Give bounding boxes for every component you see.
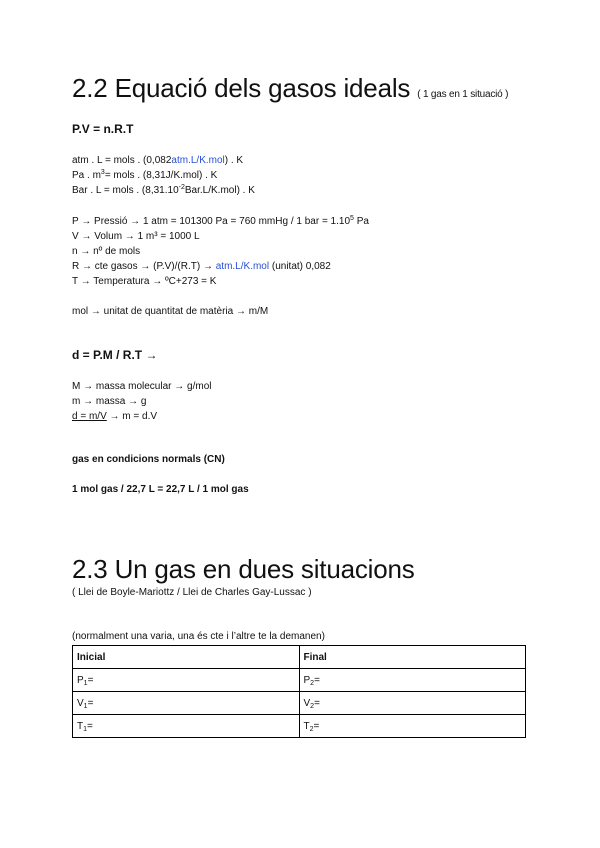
table-row bbox=[73, 715, 526, 738]
density-formula: d = P.M / R.T → bbox=[72, 348, 158, 362]
units-line-atm bbox=[72, 153, 243, 168]
def-density bbox=[72, 409, 157, 424]
units-atm-text: atm . L = mols . (0,082 bbox=[72, 155, 172, 166]
def-volume: V → Volum → 1 m³ = 1000 L bbox=[72, 231, 200, 242]
table-cell bbox=[73, 669, 300, 692]
section-2-3-subtitle: ( Llei de Boyle-Mariottz / Llei de Charles Gay-Lussac ) bbox=[72, 587, 312, 598]
def-r-tail: (unitat) 0,082 bbox=[269, 261, 331, 272]
units-bar-text: Bar . L = mols . (8,31.10 bbox=[72, 185, 179, 196]
var-symbol: V bbox=[77, 697, 84, 709]
table-header-row bbox=[73, 646, 526, 669]
section-2-3-title: 2.3 Un gas en dues situacions bbox=[72, 554, 415, 584]
var-symbol: T bbox=[303, 720, 310, 732]
section-2-2-heading bbox=[72, 73, 508, 104]
def-r-unit: atm.L/K.mol bbox=[215, 261, 270, 272]
table-row bbox=[73, 669, 526, 692]
cn-value: 1 mol gas / 22,7 L = 22,7 L / 1 mol gas bbox=[72, 484, 249, 495]
table-cell bbox=[299, 692, 526, 715]
def-molecular-mass: M → massa molecular → g/mol bbox=[72, 381, 212, 392]
def-pressure bbox=[72, 214, 369, 229]
units-pa-text: Pa . m bbox=[72, 170, 101, 181]
units-atm-link: atm.L/K.mol bbox=[171, 155, 225, 166]
def-density-tail: → m = d.V bbox=[106, 411, 158, 422]
def-r-text: R → cte gasos → (P.V)/(R.T) → bbox=[72, 261, 216, 272]
var-symbol: V bbox=[303, 697, 311, 709]
def-mass: m → massa → g bbox=[72, 396, 147, 407]
mol-definition: mol → unitat de quantitat de matèria → m/M bbox=[72, 306, 269, 317]
var-symbol: T bbox=[77, 720, 84, 732]
def-pressure-tail: Pa bbox=[353, 216, 369, 227]
table-header-initial: Inicial bbox=[73, 646, 300, 669]
ideal-gas-formula: P.V = n.R.T bbox=[72, 122, 134, 136]
var-equals: = bbox=[87, 674, 94, 686]
var-equals: = bbox=[87, 720, 93, 732]
var-equals: = bbox=[87, 697, 94, 709]
def-pressure-text: P → Pressió → 1 atm = 101300 Pa = 760 mmHg / 1 bar = 1.10 bbox=[72, 216, 351, 227]
var-subscript: 1 bbox=[83, 702, 88, 710]
def-temperature: T → Temperatura → ºC+273 = K bbox=[72, 276, 217, 287]
var-symbol: P bbox=[77, 674, 84, 686]
var-equals: = bbox=[313, 720, 320, 732]
section-2-2-title: 2.2 Equació dels gasos ideals bbox=[72, 73, 411, 103]
units-atm-tail: ) . K bbox=[224, 155, 244, 166]
units-line-pa bbox=[72, 168, 217, 183]
var-subscript: 2 bbox=[310, 679, 315, 687]
table-cell bbox=[73, 715, 300, 738]
table-cell bbox=[299, 715, 526, 738]
var-subscript: 2 bbox=[310, 702, 315, 710]
var-subscript: 1 bbox=[83, 725, 88, 733]
units-bar-sup: -2 bbox=[178, 184, 185, 191]
var-subscript: 1 bbox=[83, 679, 88, 687]
section-2-2-title-note: ( 1 gas en 1 situació ) bbox=[417, 89, 509, 100]
units-line-bar bbox=[72, 183, 255, 198]
table-header-final: Final bbox=[299, 646, 526, 669]
table-cell bbox=[73, 692, 300, 715]
units-pa-tail: = mols . (8,31J/K.mol) . K bbox=[104, 170, 218, 181]
var-symbol: P bbox=[303, 674, 311, 686]
var-equals: = bbox=[314, 697, 320, 709]
def-density-underlined: d = m/V bbox=[72, 411, 107, 422]
def-gas-constant bbox=[72, 259, 331, 274]
cn-title: gas en condicions normals (CN) bbox=[72, 454, 225, 465]
units-bar-tail: Bar.L/K.mol) . K bbox=[184, 185, 255, 196]
table-row bbox=[73, 692, 526, 715]
var-subscript: 2 bbox=[309, 725, 314, 733]
table-cell bbox=[299, 669, 526, 692]
def-moles: n → nº de mols bbox=[72, 246, 141, 257]
situations-table bbox=[72, 645, 526, 738]
def-pressure-sup: 5 bbox=[350, 215, 354, 222]
units-pa-sup: 3 bbox=[100, 169, 105, 176]
section-2-3-note: (normalment una varia, una és cte i l’altre te la demanen) bbox=[72, 631, 325, 642]
var-equals: = bbox=[314, 674, 320, 686]
